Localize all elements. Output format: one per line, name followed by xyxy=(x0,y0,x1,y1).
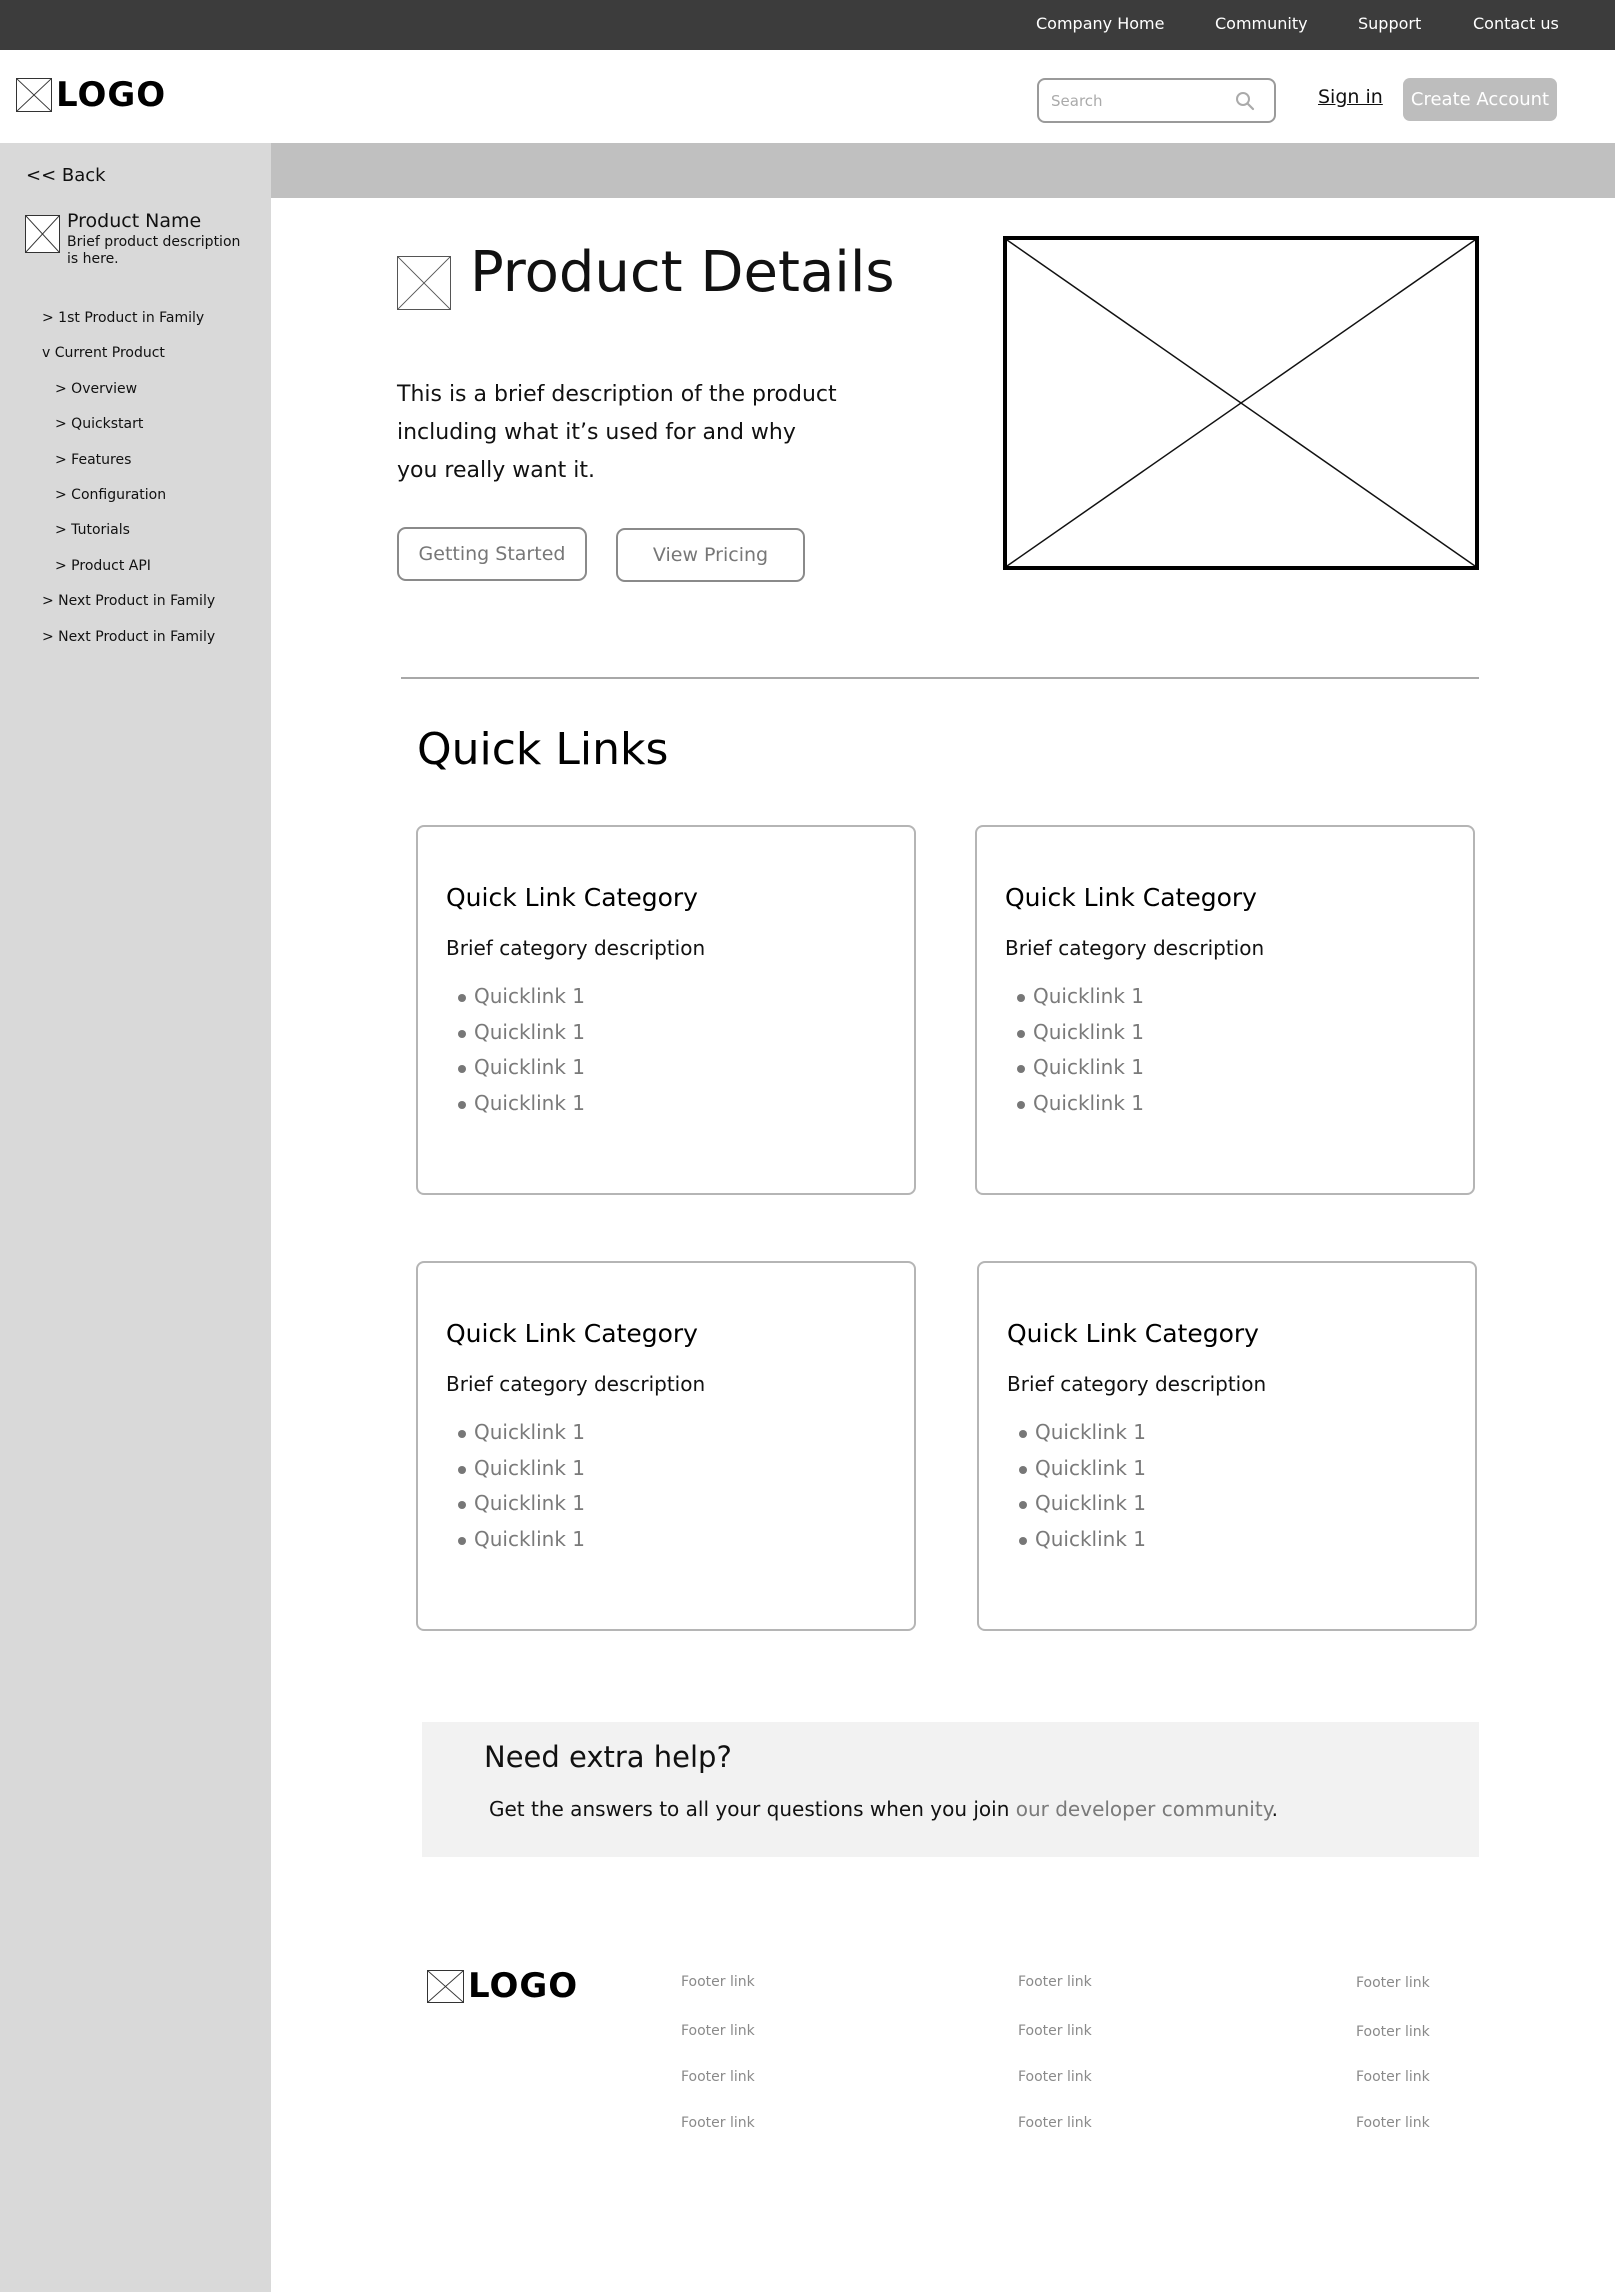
quicklink-list xyxy=(458,1415,585,1557)
page-title: Product Details xyxy=(470,240,895,305)
footer-link[interactable]: Footer link xyxy=(681,2069,755,2085)
quicklink[interactable]: Quicklink 1 xyxy=(458,1415,585,1451)
sidebar-item-overview[interactable]: > Overview xyxy=(55,381,138,397)
sidebar-item-next-product[interactable]: > Next Product in Family xyxy=(42,629,216,645)
footer-logo[interactable] xyxy=(427,1966,578,2006)
logo-text: LOGO xyxy=(56,75,167,115)
quicklink[interactable]: Quicklink 1 xyxy=(458,1451,585,1487)
sidebar-item-current-product[interactable]: v Current Product xyxy=(42,345,165,361)
topbar-link-support[interactable]: Support xyxy=(1358,14,1422,33)
quicklink-list xyxy=(1017,979,1144,1121)
site-header xyxy=(0,50,1615,143)
quicklink[interactable]: Quicklink 1 xyxy=(1019,1451,1146,1487)
help-title: Need extra help? xyxy=(484,1740,732,1774)
footer-link[interactable]: Footer link xyxy=(1356,2115,1430,2131)
quicklink[interactable]: Quicklink 1 xyxy=(1019,1486,1146,1522)
topbar-link-community[interactable]: Community xyxy=(1215,14,1308,33)
footer-link[interactable]: Footer link xyxy=(681,2023,755,2039)
sidebar-item-quickstart[interactable]: > Quickstart xyxy=(55,416,144,432)
card-title: Quick Link Category xyxy=(1005,883,1257,912)
search-box[interactable] xyxy=(1037,78,1276,123)
top-utility-bar xyxy=(0,0,1615,50)
help-callout xyxy=(422,1722,1479,1857)
quick-link-card xyxy=(977,1261,1477,1631)
quicklink[interactable]: Quicklink 1 xyxy=(1019,1415,1146,1451)
back-link[interactable]: << Back xyxy=(26,165,106,186)
sidebar-item-features[interactable]: > Features xyxy=(55,452,132,468)
quick-link-card xyxy=(975,825,1475,1195)
footer-link[interactable]: Footer link xyxy=(681,2115,755,2131)
quick-link-card xyxy=(416,1261,916,1631)
quicklink[interactable]: Quicklink 1 xyxy=(1019,1522,1146,1558)
quicklink[interactable]: Quicklink 1 xyxy=(458,1050,585,1086)
view-pricing-button[interactable]: View Pricing xyxy=(616,528,805,582)
product-icon-placeholder xyxy=(397,256,451,310)
product-description: This is a brief description of the product including what it’s used for and why you really want it. xyxy=(397,382,837,483)
footer-link[interactable]: Footer link xyxy=(681,1974,755,1990)
sidebar-product-description: Brief product description is here. xyxy=(67,234,241,267)
section-divider xyxy=(401,677,1479,679)
help-text xyxy=(489,1797,1278,1821)
card-description: Brief category description xyxy=(1005,936,1265,960)
create-account-button[interactable]: Create Account xyxy=(1403,78,1557,121)
sign-in-link[interactable]: Sign in xyxy=(1318,86,1383,108)
card-title: Quick Link Category xyxy=(1007,1319,1259,1348)
quick-link-card xyxy=(416,825,916,1195)
quicklink[interactable]: Quicklink 1 xyxy=(1017,1015,1144,1051)
card-description: Brief category description xyxy=(446,1372,706,1396)
developer-community-link[interactable]: our developer community xyxy=(1015,1797,1272,1821)
quicklink[interactable]: Quicklink 1 xyxy=(458,1522,585,1558)
product-placeholder-icon xyxy=(25,215,60,253)
quicklink[interactable]: Quicklink 1 xyxy=(1017,979,1144,1015)
sidebar-item-1st-product[interactable]: > 1st Product in Family xyxy=(42,310,205,326)
card-description: Brief category description xyxy=(1007,1372,1267,1396)
sidebar-item-product-api[interactable]: > Product API xyxy=(55,558,151,574)
product-image-placeholder xyxy=(1003,236,1479,570)
quicklink-list xyxy=(458,979,585,1121)
footer-link[interactable]: Footer link xyxy=(1356,2024,1430,2040)
topbar-link-contact-us[interactable]: Contact us xyxy=(1473,14,1559,33)
quicklink[interactable]: Quicklink 1 xyxy=(458,1086,585,1122)
getting-started-button[interactable]: Getting Started xyxy=(397,527,587,581)
card-description: Brief category description xyxy=(446,936,706,960)
quicklink[interactable]: Quicklink 1 xyxy=(458,1015,585,1051)
search-icon[interactable] xyxy=(1234,90,1256,112)
sidebar-item-configuration[interactable]: > Configuration xyxy=(55,487,167,503)
logo-placeholder-icon xyxy=(427,1970,464,2003)
sidebar-item-next-product[interactable]: > Next Product in Family xyxy=(42,593,216,609)
help-text-before: Get the answers to all your questions when you join xyxy=(489,1797,1016,1821)
help-text-after: . xyxy=(1271,1797,1279,1821)
footer-link[interactable]: Footer link xyxy=(1018,2069,1092,2085)
sidebar-product-name: Product Name xyxy=(67,210,202,232)
card-title: Quick Link Category xyxy=(446,883,698,912)
footer-link[interactable]: Footer link xyxy=(1018,2023,1092,2039)
quicklink[interactable]: Quicklink 1 xyxy=(1017,1050,1144,1086)
sidebar xyxy=(0,143,271,2292)
sidebar-item-tutorials[interactable]: > Tutorials xyxy=(55,522,130,538)
topbar-link-company-home[interactable]: Company Home xyxy=(1036,14,1165,33)
card-title: Quick Link Category xyxy=(446,1319,698,1348)
footer-link[interactable]: Footer link xyxy=(1356,1975,1430,1991)
quick-links-title: Quick Links xyxy=(417,724,669,775)
footer-link[interactable]: Footer link xyxy=(1356,2069,1430,2085)
quicklink-list xyxy=(1019,1415,1146,1557)
footer-link[interactable]: Footer link xyxy=(1018,1974,1092,1990)
quicklink[interactable]: Quicklink 1 xyxy=(458,1486,585,1522)
content-banner xyxy=(271,143,1615,198)
header-logo[interactable] xyxy=(16,75,166,115)
footer-link[interactable]: Footer link xyxy=(1018,2115,1092,2131)
logo-text: LOGO xyxy=(468,1966,579,2006)
logo-placeholder-icon xyxy=(16,78,52,112)
quicklink[interactable]: Quicklink 1 xyxy=(1017,1086,1144,1122)
search-input[interactable] xyxy=(1051,90,1231,112)
quicklink[interactable]: Quicklink 1 xyxy=(458,979,585,1015)
